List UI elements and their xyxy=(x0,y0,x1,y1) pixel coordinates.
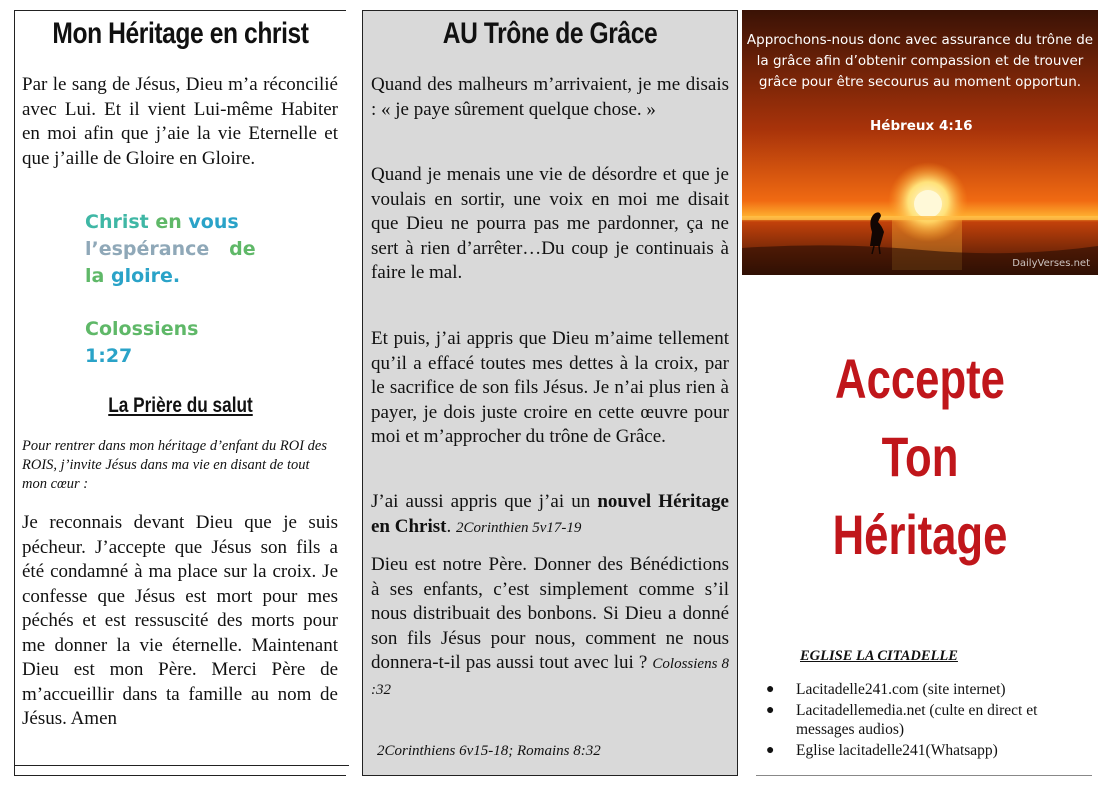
left-paragraph: Par le sang de Jésus, Dieu m’a réconcilié avec Lui. Et il vient Lui-même Habiter en moi afin que j’aie la vie Eternelle et que j’aille de Gloire en Gloire. xyxy=(22,74,338,169)
verse-word: gloire. xyxy=(110,265,181,287)
right-bottom-rule xyxy=(756,775,1092,776)
contact-text: Lacitadelle241.com (site internet) xyxy=(796,681,1006,698)
verse-word: en xyxy=(155,211,182,233)
verse-quote xyxy=(85,209,295,290)
title-line-accepte: Accepte xyxy=(835,347,1005,410)
left-bottom-rule xyxy=(14,765,349,766)
prayer-intro: Pour rentrer dans mon héritage d’enfant du ROI des ROIS, j’invite Jésus dans ma vie en disant de tout mon cœur : xyxy=(22,438,327,492)
para5-text: Dieu est notre Père. Donner des Bénédictions à ses enfants, c’est simplement comme s’il nous distribuait des bonbons. Si Dieu a donné son fils Jésus pour nous, comment ne nous donnera-t-il pas aussi tout avec lui ? xyxy=(371,554,729,673)
verse-word: l’espérance xyxy=(85,238,210,260)
bullet-icon: ● xyxy=(766,682,775,697)
para5-reference: Colossiens 8 :32 xyxy=(371,656,729,698)
contact-text: Lacitadellemedia.net (culte en direct et messages audios) xyxy=(796,702,1038,738)
sunset-image xyxy=(742,10,1098,275)
image-verse-text: Approchons-nous donc avec assurance du trône de la grâce afin d’obtenir compassion et de trouver grâce pour être secourus au moment opportun. xyxy=(746,32,1094,90)
middle-paragraph-5 xyxy=(371,553,729,702)
middle-title: AU Trône de Grâce xyxy=(442,17,658,50)
para4-reference: 2Corinthien 5v17-19 xyxy=(455,519,582,536)
middle-footer-reference: 2Corinthiens 6v15-18; Romains 8:32 xyxy=(377,743,601,759)
left-panel xyxy=(14,10,346,776)
bullet-icon: ● xyxy=(766,743,775,758)
title-line-heritage: Héritage xyxy=(832,503,1008,566)
middle-paragraph-2: Quand je menais une vie de désordre et que je voulais en sortir, une voix en moi me disait que Dieu ne pourra pas me pardonner, ça ne sert à rien d’arrêter…Du coup je continuais à faire le mal. xyxy=(371,164,729,283)
middle-paragraph-1: Quand des malheurs m’arrivaient, je me disais : « je paye sûrement quelque chose. » xyxy=(371,74,729,120)
church-name: EGLISE LA CITADELLE xyxy=(800,648,958,664)
left-title: Mon Héritage en christ xyxy=(52,17,309,50)
bullet-icon: ● xyxy=(766,703,775,718)
para4-punct: . xyxy=(446,515,456,537)
verse-ref-book: Colossiens xyxy=(85,318,199,340)
verse-word: de xyxy=(229,238,256,260)
contact-text: Eglise lacitadelle241(Whatsapp) xyxy=(796,742,998,759)
verse-reference xyxy=(85,316,285,370)
contact-item-media[interactable] xyxy=(764,701,1084,739)
middle-panel xyxy=(362,10,738,776)
contact-item-whatsapp[interactable] xyxy=(764,741,1084,760)
verse-word: Christ xyxy=(85,211,149,233)
verse-ref-number: 1:27 xyxy=(85,345,133,367)
contact-item-website[interactable] xyxy=(764,680,1084,699)
image-watermark: DailyVerses.net xyxy=(1012,258,1090,269)
prayer-title: La Prière du salut xyxy=(108,394,253,417)
contact-list xyxy=(764,680,1084,762)
verse-word: la xyxy=(85,265,105,287)
title-line-ton: Ton xyxy=(881,425,959,488)
middle-paragraph-3: Et puis, j’ai appris que Dieu m’aime tellement qu’il a effacé toutes mes dettes à la croix, par le sacrifice de son fils Jésus. Je n’ai plus rien à payer, je dois juste croire en cette œuvre pour moi et m’approcher du trône de Grâce. xyxy=(371,328,729,447)
prayer-text: Je reconnais devant Dieu que je suis pécheur. J’accepte que Jésus son fils a été condamné à ma place sur la croix. Je confesse que Jésus est mort pour mes péchés et est ressuscité des morts pour me donner la vie éternelle. Maintenant Dieu est mon Père. Merci Père de m’accueillir dans ta famille au nom de Jésus. Amen xyxy=(22,512,338,729)
right-panel xyxy=(742,10,1098,776)
para4-bold: nouvel Héritage en Christ xyxy=(371,491,729,537)
verse-word: vous xyxy=(188,211,239,233)
para4-text: J’ai aussi appris que j’ai un xyxy=(371,491,598,512)
middle-paragraph-4 xyxy=(371,490,729,540)
image-verse-reference: Hébreux 4:16 xyxy=(870,118,973,134)
